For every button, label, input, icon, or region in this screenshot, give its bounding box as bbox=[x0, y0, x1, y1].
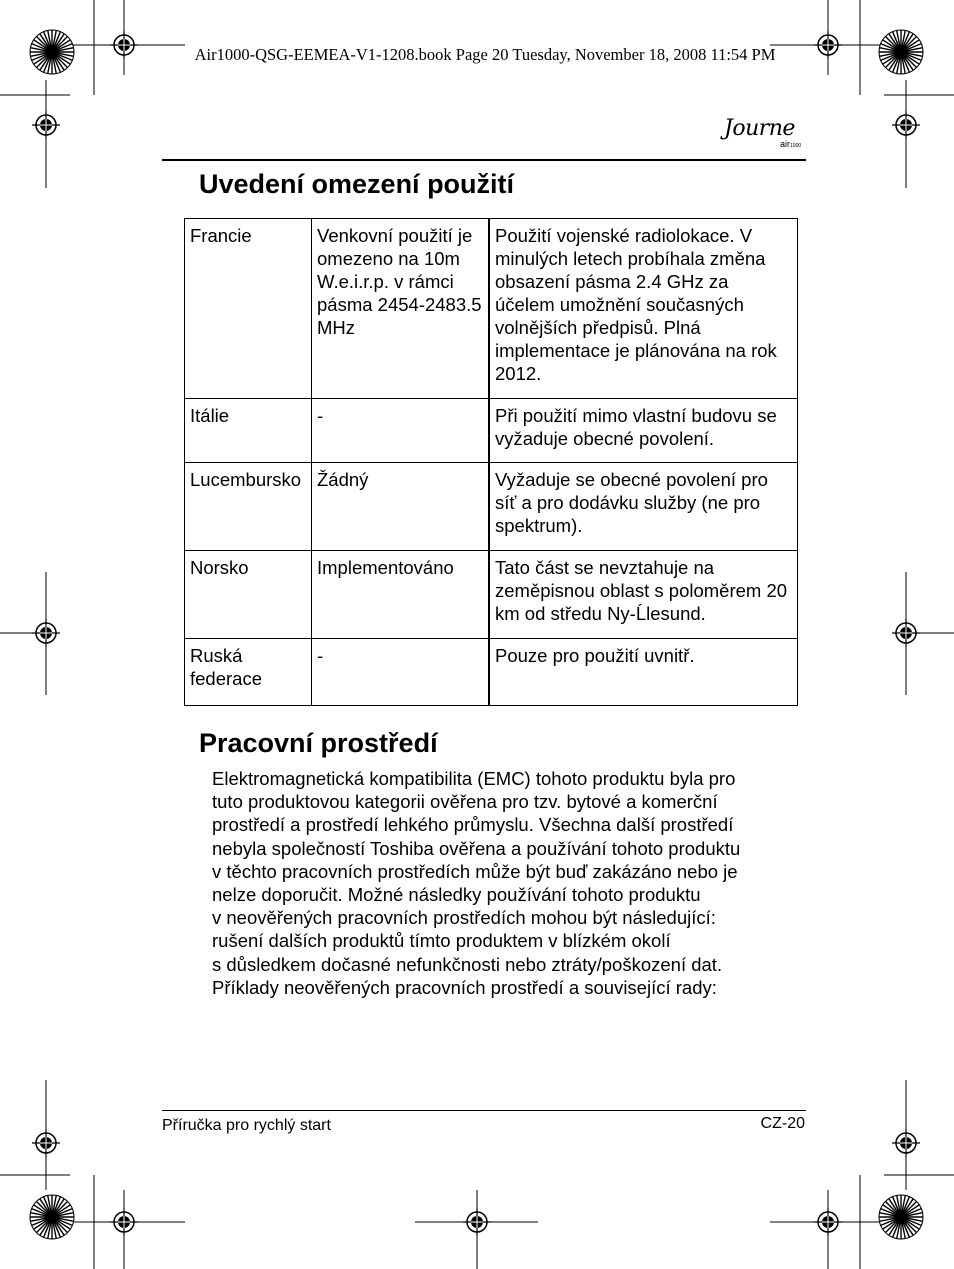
print-header: Air1000-QSG-EEMEA-V1-1208.book Page 20 Tuesday, November 18, 2008 11:54 PM bbox=[194, 45, 776, 64]
country-cell: Norsko bbox=[185, 551, 312, 639]
country-cell: Francie bbox=[185, 219, 312, 399]
section-title-restrictions: Uvedení omezení použití bbox=[199, 169, 515, 199]
restriction-cell: Implementováno bbox=[312, 551, 490, 639]
footer-title: Příručka pro rychlý start bbox=[162, 1117, 331, 1134]
restrictions-table bbox=[184, 218, 798, 706]
restriction-cell: - bbox=[312, 639, 490, 706]
reason-cell: Při použití mimo vlastní budovu se vyžaduje obecné povolení. bbox=[489, 399, 798, 463]
table-row bbox=[185, 639, 798, 706]
table-row bbox=[185, 219, 798, 399]
restriction-cell: Žádný bbox=[312, 463, 490, 551]
environment-paragraph: Elektromagnetická kompatibilita (EMC) tohoto produktu byla pro tuto produktovou kategorii ověřena pro tzv. bytové a komerční prostředí a prostředí lehkého průmyslu. Všechna další prostředí nebyla společností Toshiba ověřena a používání tohoto produktu v těchto pracovních prostředích může být buď zakázáno nebo je nelze doporučit. Možné následky používání tohoto produktu v neověřených pracovních prostředích mohou být následující: rušení dalších produktů tímto produktem v blízkém okolí s důsledkem dočasné nefunkčnosti nebo ztráty/poškození dat. Příklady neověřených pracovních prostředí a související rady: bbox=[212, 768, 741, 998]
section-title-environment: Pracovní prostředí bbox=[199, 728, 438, 758]
reason-cell: Pouze pro použití uvnitř. bbox=[489, 639, 798, 706]
table-row bbox=[185, 551, 798, 639]
table-row bbox=[185, 399, 798, 463]
logo-sub: air1000 bbox=[780, 139, 802, 149]
restriction-cell: Venkovní použití je omezeno na 10m W.e.i.r.p. v rámci pásma 2454-2483.5 MHz bbox=[312, 219, 490, 399]
reason-cell: Tato část se nevztahuje na zeměpisnou oblast s poloměrem 20 km od středu Ny-Ĺlesund. bbox=[489, 551, 798, 639]
country-cell: Lucembursko bbox=[185, 463, 312, 551]
footer-rule bbox=[162, 1110, 806, 1111]
brand-logo bbox=[724, 116, 808, 160]
table-row bbox=[185, 463, 798, 551]
reason-cell: Použití vojenské radiolokace. V minulých letech probíhala změna obsazení pásma 2.4 GHz za účelem umožnění současných volnějších předpisů. Plná implementace je plánována na rok 2012. bbox=[489, 219, 798, 399]
header-rule bbox=[162, 159, 806, 161]
country-cell: Itálie bbox=[185, 399, 312, 463]
logo-script: Journe bbox=[724, 116, 795, 141]
page-number: CZ-20 bbox=[760, 1115, 805, 1132]
country-cell: Ruská federace bbox=[185, 639, 312, 706]
reason-cell: Vyžaduje se obecné povolení pro síť a pro dodávku služby (ne pro spektrum). bbox=[489, 463, 798, 551]
restriction-cell: - bbox=[312, 399, 490, 463]
